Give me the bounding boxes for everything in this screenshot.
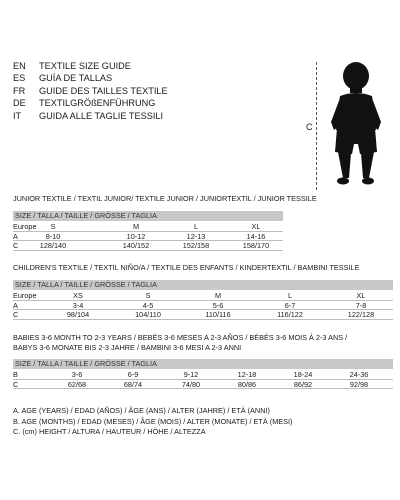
table-row: C 62/68 68/74 74/80 80/86 86/92 92/98 [13, 380, 393, 390]
babies-size-table [13, 370, 393, 389]
table-row: B 3-6 6-9 9-12 12-18 18-24 24-36 [13, 370, 393, 380]
babies-section-title-line2: BABYS 3-6 MONATE BIS 2-3 JAHRE / BAMBINI 3-6 MESI A 2-3 ANNI [13, 343, 242, 352]
table-row: A 3-4 4-5 5-6 6-7 7-8 [13, 301, 393, 311]
children-section-title: CHILDREN'S TEXTILE / TEXTIL NIÑO/A / TEXTILE DES ENFANTS / KINDERTEXTIL / BAMBINI TESSILE [13, 263, 360, 272]
babies-size-header: SIZE / TALLA / TAILLE / GRÖSSE / TAGLIA [13, 359, 393, 369]
height-dimension-label: C [306, 122, 313, 132]
table-row: A 8-10 10-12 12-13 14-16 [13, 232, 283, 242]
junior-size-header: SIZE / TALLA / TAILLE / GRÖSSE / TAGLIA [13, 211, 283, 221]
lang-row-it: IT GUIDA ALLE TAGLIE TESSILI [13, 110, 164, 121]
legend [13, 406, 292, 438]
lang-row-es: ES GUÍA DE TALLAS [13, 73, 113, 84]
junior-section-title: JUNIOR TEXTILE / TEXTIL JUNIOR/ TEXTILE JUNIOR / JUNIORTEXTIL / JUNIOR TESSILE [13, 194, 317, 203]
legend-item-height: C. (cm) HEIGHT / ALTURA / HAUTEUR / HÖHE / ALTEZZA [13, 427, 206, 437]
lang-row-de: DE TEXTILGRÖßENFÜHRUNG [13, 98, 156, 109]
table-row: Europe S M L XL [13, 222, 283, 232]
legend-item-age-years: A. AGE (YEARS) / EDAD (AÑOS) / ÂGE (ANS) / ALTER (JAHRE) / ETÀ (ANNI) [13, 406, 270, 415]
junior-size-table [13, 222, 283, 251]
table-row: C 128/140 140/152 152/158 158/170 [13, 241, 283, 251]
legend-item-age-months: B. AGE (MONTHS) / EDAD (MESES) / ÂGE (MOIS) / ALTER (MONATE) / ETÀ (MESI) [13, 416, 293, 426]
lang-row-fr: FR GUIDE DES TAILLES TEXTILE [13, 85, 168, 96]
babies-section-title-line1: BABIES 3-6 MONTH TO 2-3 YEARS / BEBÉS 3-6 MESES A 2-3 AÑOS / BÉBÉS 3-6 MOIS À 2-3 ANS / [13, 333, 348, 342]
table-row: C 98/104 104/110 110/116 116/122 122/128 [13, 310, 393, 320]
table-row: Europe XS S M L XL [13, 291, 393, 301]
children-size-table [13, 291, 393, 320]
children-size-header: SIZE / TALLA / TAILLE / GRÖSSE / TAGLIA [13, 280, 393, 290]
lang-row-en: EN TEXTILE SIZE GUIDE [13, 61, 131, 71]
child-silhouette-icon [316, 60, 400, 190]
language-header [13, 60, 168, 122]
